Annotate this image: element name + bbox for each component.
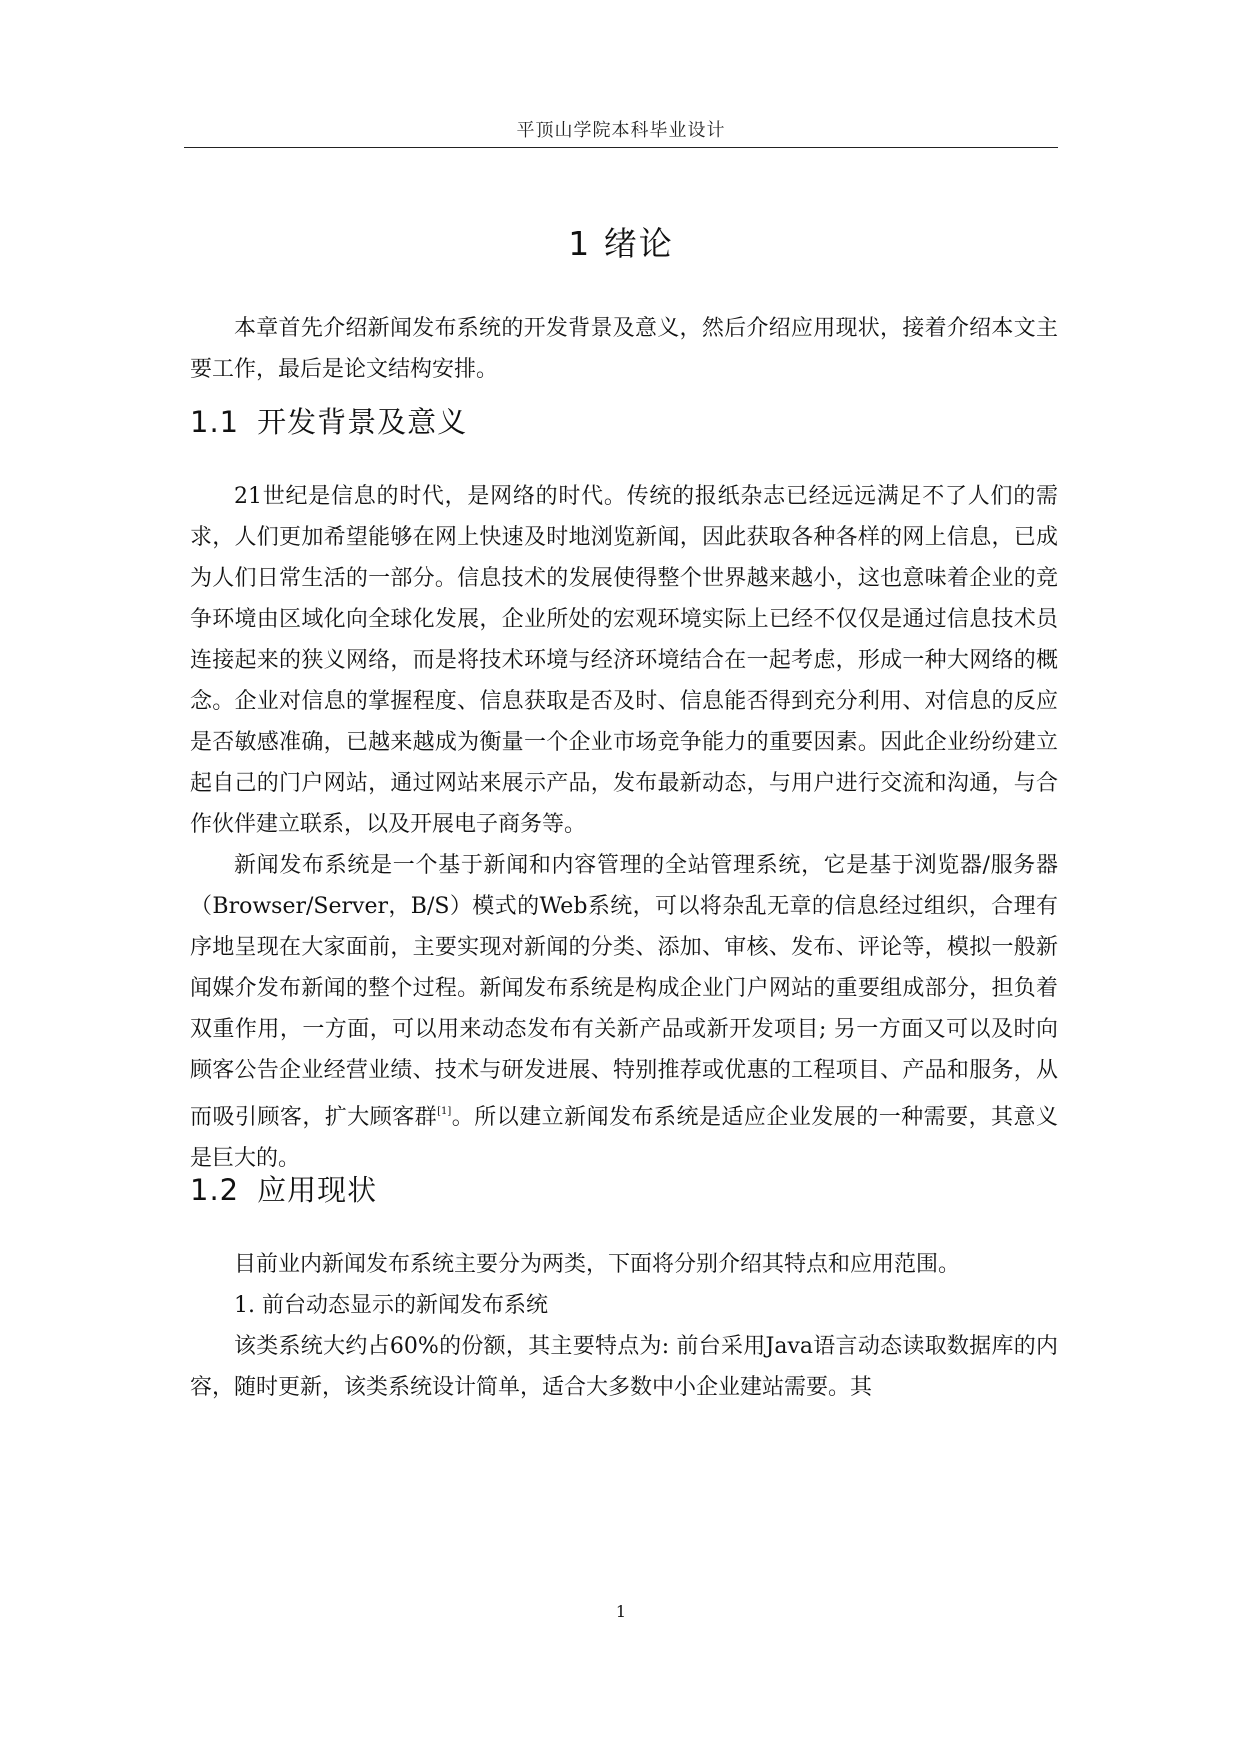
section-title-text: 开发背景及意义 [257,405,468,439]
running-header: 平顶山学院本科毕业设计 [516,120,726,141]
paragraph-main-text: 新闻发布系统是一个基于新闻和内容管理的全站管理系统，它是基于浏览器/服务器（Browser/Server，B/S）模式的Web系统，可以将杂乱无章的信息经过组织，合理有序地呈现在大家面前，主要实现对新闻的分类、添加、审核、发布、评论等，模拟一般新闻媒介发布新闻的整个过程。新闻发布系统是构成企业门户网站的重要组成部分，担负着双重作用，一方面，可以用来动态发布有关新产品或新开发项目; 另一方面又可以及时向顾客公告企业经营业绩、技术与研发进展、特别推荐或优惠的工程项目、产品和服务，从而吸引顾客，扩大顾客群 [190,853,1058,1130]
list-item-frontend-dynamic: 1. 前台动态显示的新闻发布系统 [234,1293,548,1318]
header-rule [184,147,1058,148]
section-title-text: 应用现状 [257,1173,378,1207]
page-number: 1 [615,1602,627,1621]
chapter-title: 1 绪论 [568,224,674,263]
paragraph-frontend-dynamic: 该类系统大约占60%的份额，其主要特点为: 前台采用Java语言动态读取数据库的内容，随时更新，该类系统设计简单，适合大多数中小企业建站需要。其 [190,1334,1058,1400]
paragraph-system-description [190,845,1058,1179]
paragraph-current-status: 目前业内新闻发布系统主要分为两类，下面将分别介绍其特点和应用范围。 [234,1252,961,1277]
section-number: 1.1 [190,405,240,439]
section-number: 1.2 [190,1173,240,1207]
paragraph-tail-text: 。所以建立新闻发布系统是适应企业发展的一种需要，其意义是巨大的。 [190,1105,1058,1171]
section-heading-1-2 [190,1168,377,1209]
citation-ref: [1] [437,1106,452,1117]
intro-paragraph: 本章首先介绍新闻发布系统的开发背景及意义，然后介绍应用现状，接着介绍本文主要工作，最后是论文结构安排。 [190,316,1058,382]
paragraph-background: 21世纪是信息的时代，是网络的时代。传统的报纸杂志已经远远满足不了人们的需求，人们更加希望能够在网上快速及时地浏览新闻，因此获取各种各样的网上信息，已成为人们日常生活的一部分。信息技术的发展使得整个世界越来越小，这也意味着企业的竞争环境由区域化向全球化发展，企业所处的宏观环境实际上已经不仅仅是通过信息技术员连接起来的狭义网络，而是将技术环境与经济环境结合在一起考虑，形成一种大网络的概念。企业对信息的掌握程度、信息获取是否及时、信息能否得到充分利用、对信息的反应是否敏感准确，已越来越成为衡量一个企业市场竞争能力的重要因素。因此企业纷纷建立起自己的门户网站，通过网站来展示产品，发布最新动态，与用户进行交流和沟通，与合作伙伴建立联系，以及开展电子商务等。 [190,484,1058,837]
section-heading-1-1 [190,400,467,441]
